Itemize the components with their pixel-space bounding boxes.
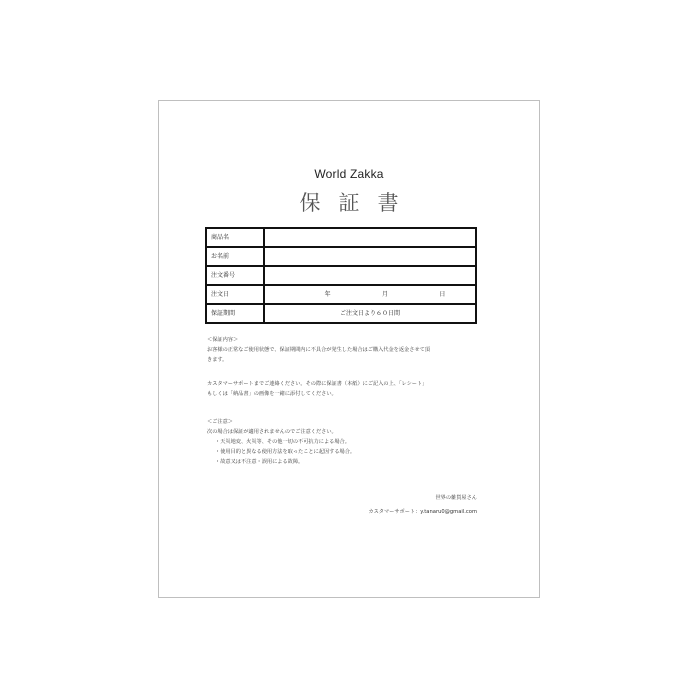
document-title: 保証書: [299, 191, 417, 215]
table-row: [206, 228, 476, 247]
warranty-heading: ＜保証内容＞: [207, 337, 239, 343]
notes-item: ・天災地変、火災等、その他一切の不可抗力による場合。: [215, 439, 350, 445]
warranty-period-value: ご注文日より６０日間: [264, 304, 476, 323]
support-contact-label: カスタマーサポート：: [368, 509, 421, 515]
warranty-line: きます。: [207, 357, 228, 363]
info-table: [205, 227, 477, 324]
notes-item: ・使用目的と異なる使用方法を取ったことに起因する場合。: [215, 449, 356, 455]
warranty-document: [158, 100, 540, 598]
support-line: もしくは「納品書」の画像を一緒に添付してください。: [207, 391, 337, 397]
date-day-label: 日: [439, 291, 446, 298]
warranty-line: お客様の正常なご使用状態で、保証期間内に不具合が発生した場合はご購入代金を返金させて頂: [207, 347, 430, 353]
notes-intro: 次の場合は保証が適用されませんのでご注意ください。: [207, 429, 337, 435]
order-date-label: 注文日: [206, 285, 264, 304]
customer-name-field[interactable]: [264, 247, 476, 266]
customer-name-label: お名前: [206, 247, 264, 266]
date-year-label: 年: [324, 291, 331, 298]
product-name-field[interactable]: [264, 228, 476, 247]
support-email: y.tanaru0@gmail.com: [420, 509, 477, 515]
notes-item: ・故意又は不注意・誤用による故障。: [215, 459, 304, 465]
support-contact: [368, 505, 477, 519]
table-row: [206, 304, 476, 323]
notes-heading: ＜ご注意＞: [207, 419, 233, 425]
table-row: [206, 266, 476, 285]
support-line: カスタマーサポートまでご連絡ください。その際に保証書（本紙）にご記入の上、「レシート」: [207, 381, 428, 387]
product-name-label: 商品名: [206, 228, 264, 247]
brand-logo: World Zakka: [314, 167, 384, 181]
notes-section: [207, 417, 497, 467]
shop-name: 世界の雑貨屋さん: [435, 495, 477, 501]
date-month-label: 月: [381, 291, 388, 298]
order-number-field[interactable]: [264, 266, 476, 285]
warranty-period-label: 保証期間: [206, 304, 264, 323]
warranty-section: [207, 335, 497, 365]
signature-block: [368, 491, 477, 519]
table-row: [206, 285, 476, 304]
order-number-label: 注文番号: [206, 266, 264, 285]
order-date-field[interactable]: [264, 285, 476, 304]
support-section: [207, 379, 497, 399]
table-row: [206, 247, 476, 266]
